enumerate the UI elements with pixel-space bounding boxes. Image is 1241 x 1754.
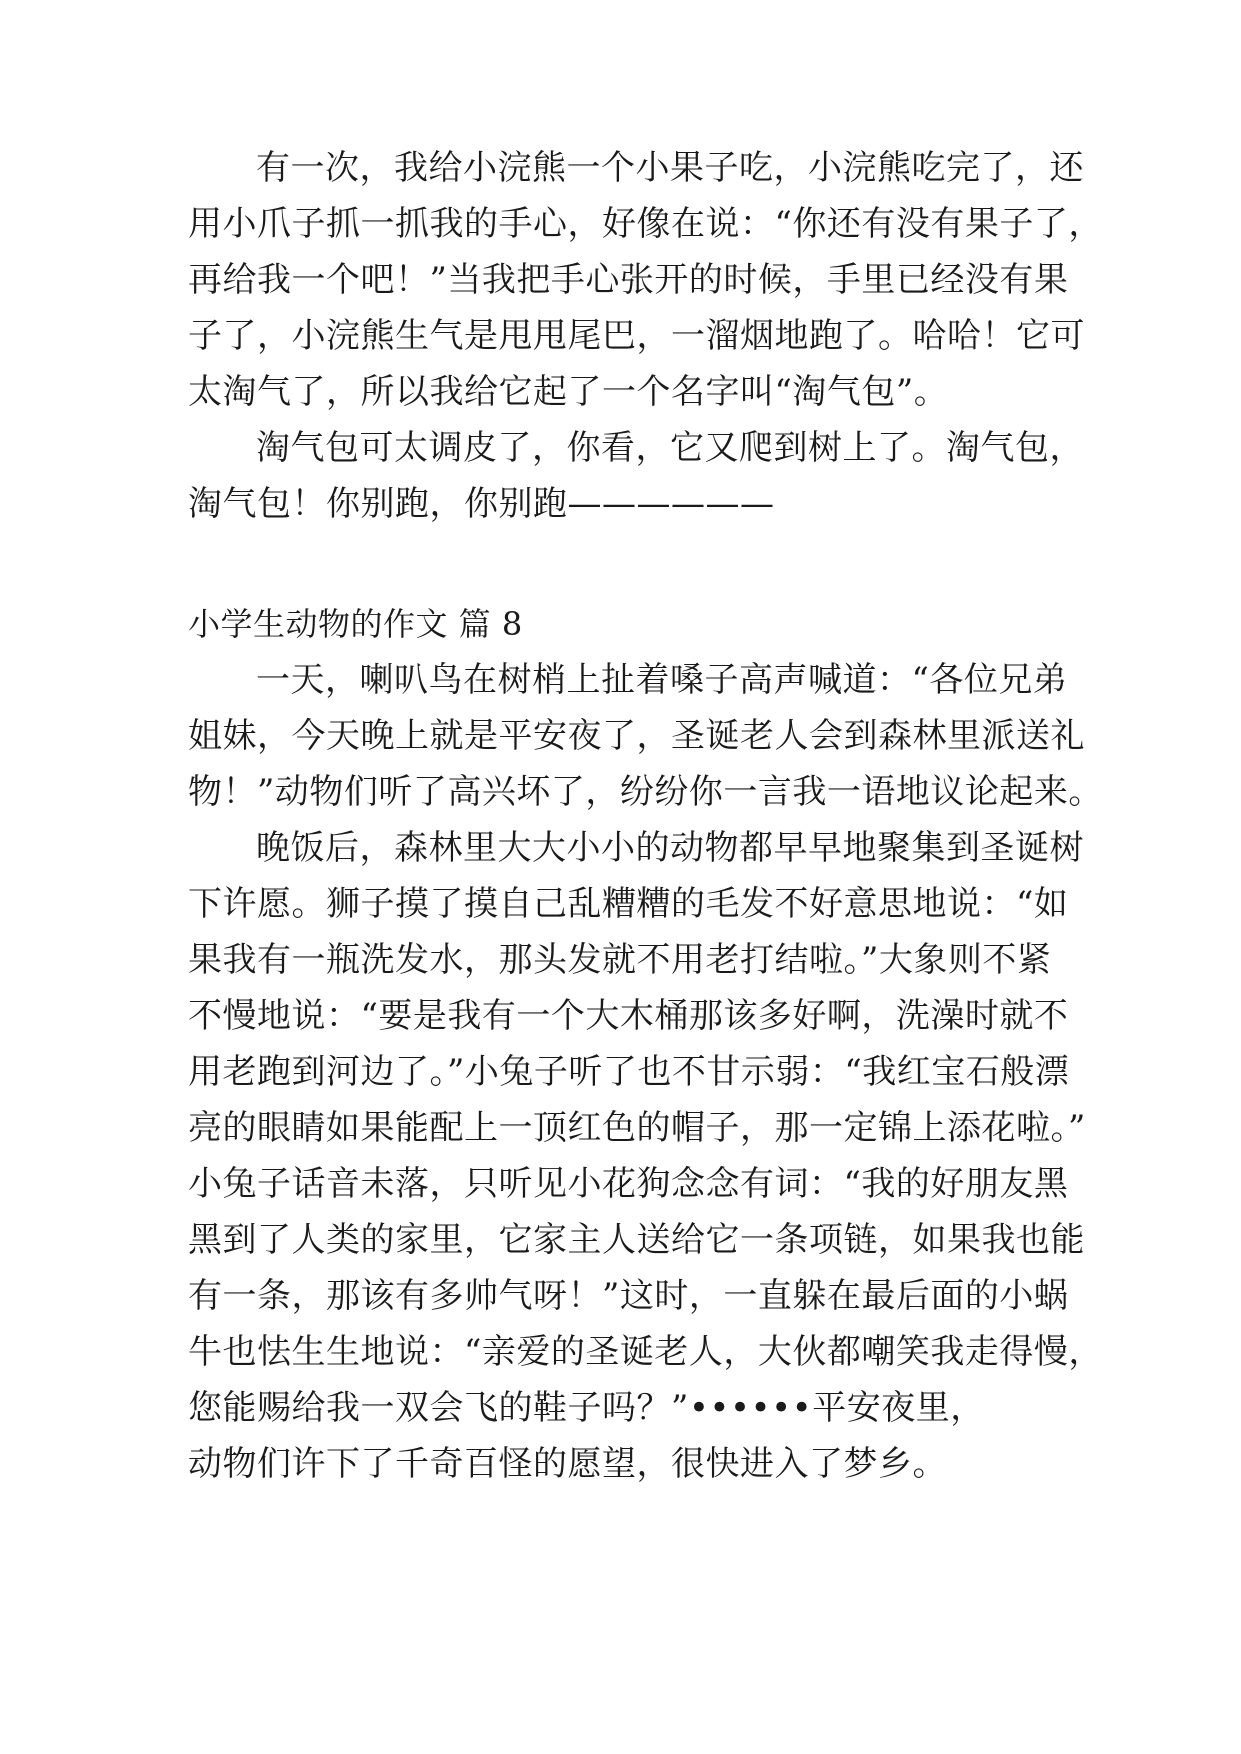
paragraph-line: 有一条，那该有多帅气呀！”这时，一直躲在最后面的小蜗 <box>188 1276 1069 1316</box>
paragraph-line: 您能赐给我一双会飞的鞋子吗？”••••••平安夜里， <box>188 1388 985 1428</box>
paragraph-line: 子了，小浣熊生气是甩甩尾巴，一溜烟地跑了。哈哈！它可 <box>188 316 1085 356</box>
paragraph-line: 黑到了人类的家里，它家主人送给它一条项链，如果我也能 <box>188 1220 1085 1260</box>
paragraph-line: 一天，喇叭鸟在树梢上扯着嗓子高声喊道：“各位兄弟 <box>256 660 1068 700</box>
paragraph-line: 再给我一个吧！”当我把手心张开的时候，手里已经没有果 <box>188 260 1069 300</box>
paragraph-line: 姐妹，今天晚上就是平安夜了，圣诞老人会到森林里派送礼 <box>188 716 1085 756</box>
paragraph-line: 不慢地说：“要是我有一个大木桶那该多好啊，洗澡时就不 <box>188 996 1069 1036</box>
paragraph-line: 下许愿。狮子摸了摸自己乱糟糟的毛发不好意思地说：“如 <box>188 884 1069 924</box>
paragraph-line: 晚饭后，森林里大大小小的动物都早早地聚集到圣诞树 <box>256 828 1084 868</box>
section-heading: 小学生动物的作文 篇 8 <box>188 605 523 643</box>
paragraph-line: 淘气包可太调皮了，你看，它又爬到树上了。淘气包， <box>256 428 1084 468</box>
paragraph-line: 太淘气了，所以我给它起了一个名字叫“淘气包”。 <box>188 372 949 412</box>
paragraph-line: 果我有一瓶洗发水，那头发就不用老打结啦。”大象则不紧 <box>188 940 1052 980</box>
paragraph-line: 物！”动物们听了高兴坏了，纷纷你一言我一语地议论起来。 <box>188 772 1103 812</box>
paragraph-line: 用小爪子抓一抓我的手心，好像在说：“你还有没有果子了， <box>188 204 1103 244</box>
paragraph-line: 牛也怯生生地说：“亲爱的圣诞老人，大伙都嘲笑我走得慢， <box>188 1332 1103 1372</box>
paragraph-line: 小兔子话音未落，只听见小花狗念念有词：“我的好朋友黑 <box>188 1164 1069 1204</box>
paragraph-line: 淘气包！你别跑，你别跑—————— <box>188 484 775 524</box>
paragraph-line: 用老跑到河边了。”小兔子听了也不甘示弱：“我红宝石般漂 <box>188 1052 1070 1092</box>
paragraph-line: 动物们许下了千奇百怪的愿望，很快进入了梦乡。 <box>188 1444 947 1484</box>
paragraph-line: 有一次，我给小浣熊一个小果子吃，小浣熊吃完了，还 <box>256 148 1084 188</box>
paragraph-line: 亮的眼睛如果能配上一顶红色的帽子，那一定锦上添花啦。” <box>188 1108 1086 1148</box>
